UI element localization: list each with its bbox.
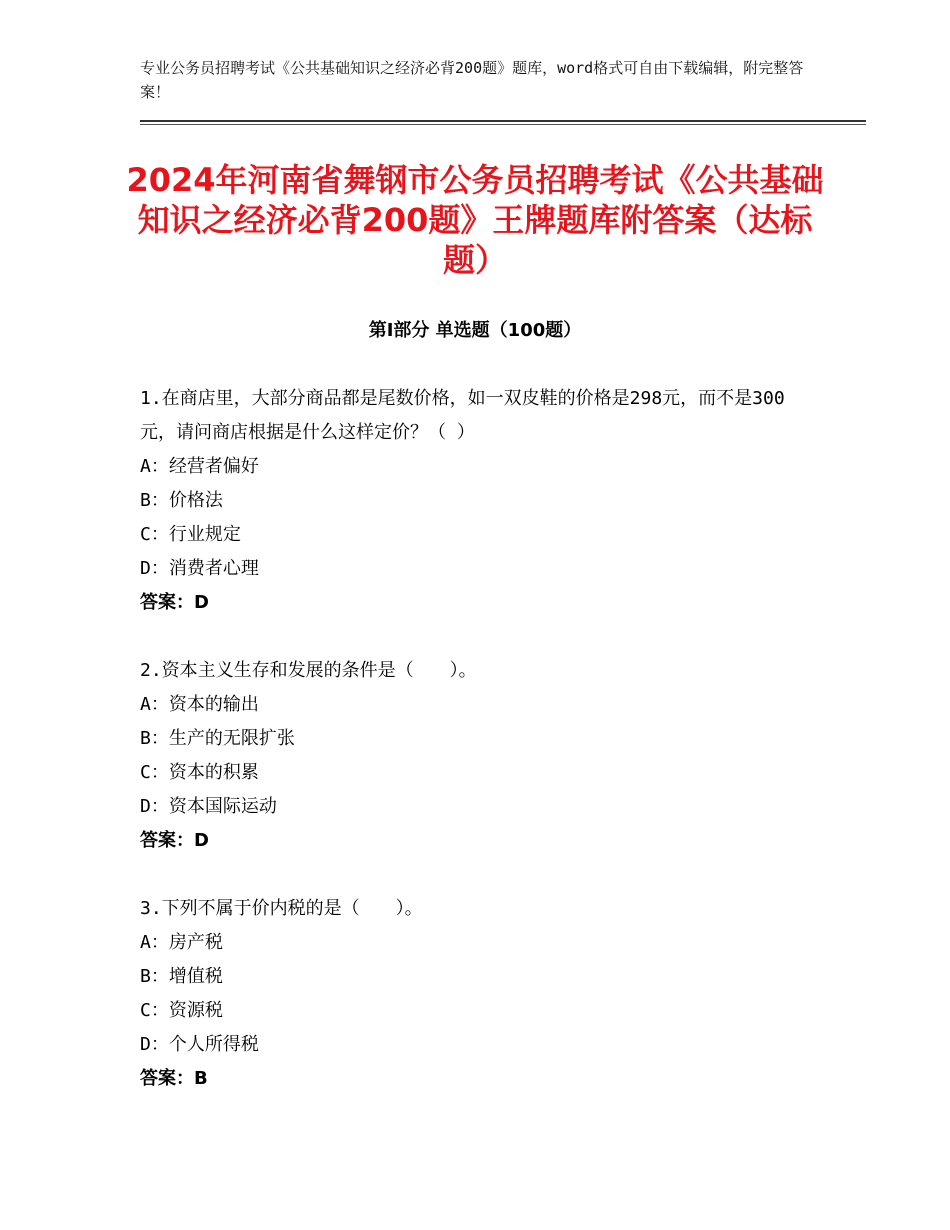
option-a: A：经营者偏好 [140,456,259,477]
option-c: C：资本的积累 [140,762,259,783]
question-2 [140,654,820,858]
option-d: D：消费者心理 [140,558,259,579]
option-d: D：个人所得税 [140,1034,259,1055]
answer: 答案：D [140,592,209,613]
header-divider [140,120,866,122]
answer: 答案：B [140,1068,208,1089]
document-title: 2024年河南省舞钢市公务员招聘考试《公共基础知识之经济必背200题》王牌题库附答案（达标题） [126,161,824,279]
question-text: 2.资本主义生存和发展的条件是（ ）。 [140,660,477,681]
question-3 [140,892,820,1096]
header-divider-thin [140,124,866,125]
section-title: 第Ⅰ部分 单选题（100题） [368,320,582,341]
option-b: B：价格法 [140,490,223,511]
option-b: B：生产的无限扩张 [140,728,295,749]
option-a: A：房产税 [140,932,223,953]
option-a: A：资本的输出 [140,694,259,715]
option-d: D：资本国际运动 [140,796,277,817]
question-text: 3.下列不属于价内税的是（ ）。 [140,898,423,919]
option-c: C：资源税 [140,1000,223,1021]
question-1 [140,382,820,620]
header-note: 专业公务员招聘考试《公共基础知识之经济必背200题》题库，word格式可自由下载编辑，附完整答案！ [140,59,804,101]
option-c: C：行业规定 [140,524,241,545]
question-list [140,382,820,1130]
question-text: 1.在商店里，大部分商品都是尾数价格，如一双皮鞋的价格是298元，而不是300元，请问商店根据是什么这样定价？（ ） [140,388,785,443]
answer: 答案：D [140,830,209,851]
option-b: B：增值税 [140,966,223,987]
